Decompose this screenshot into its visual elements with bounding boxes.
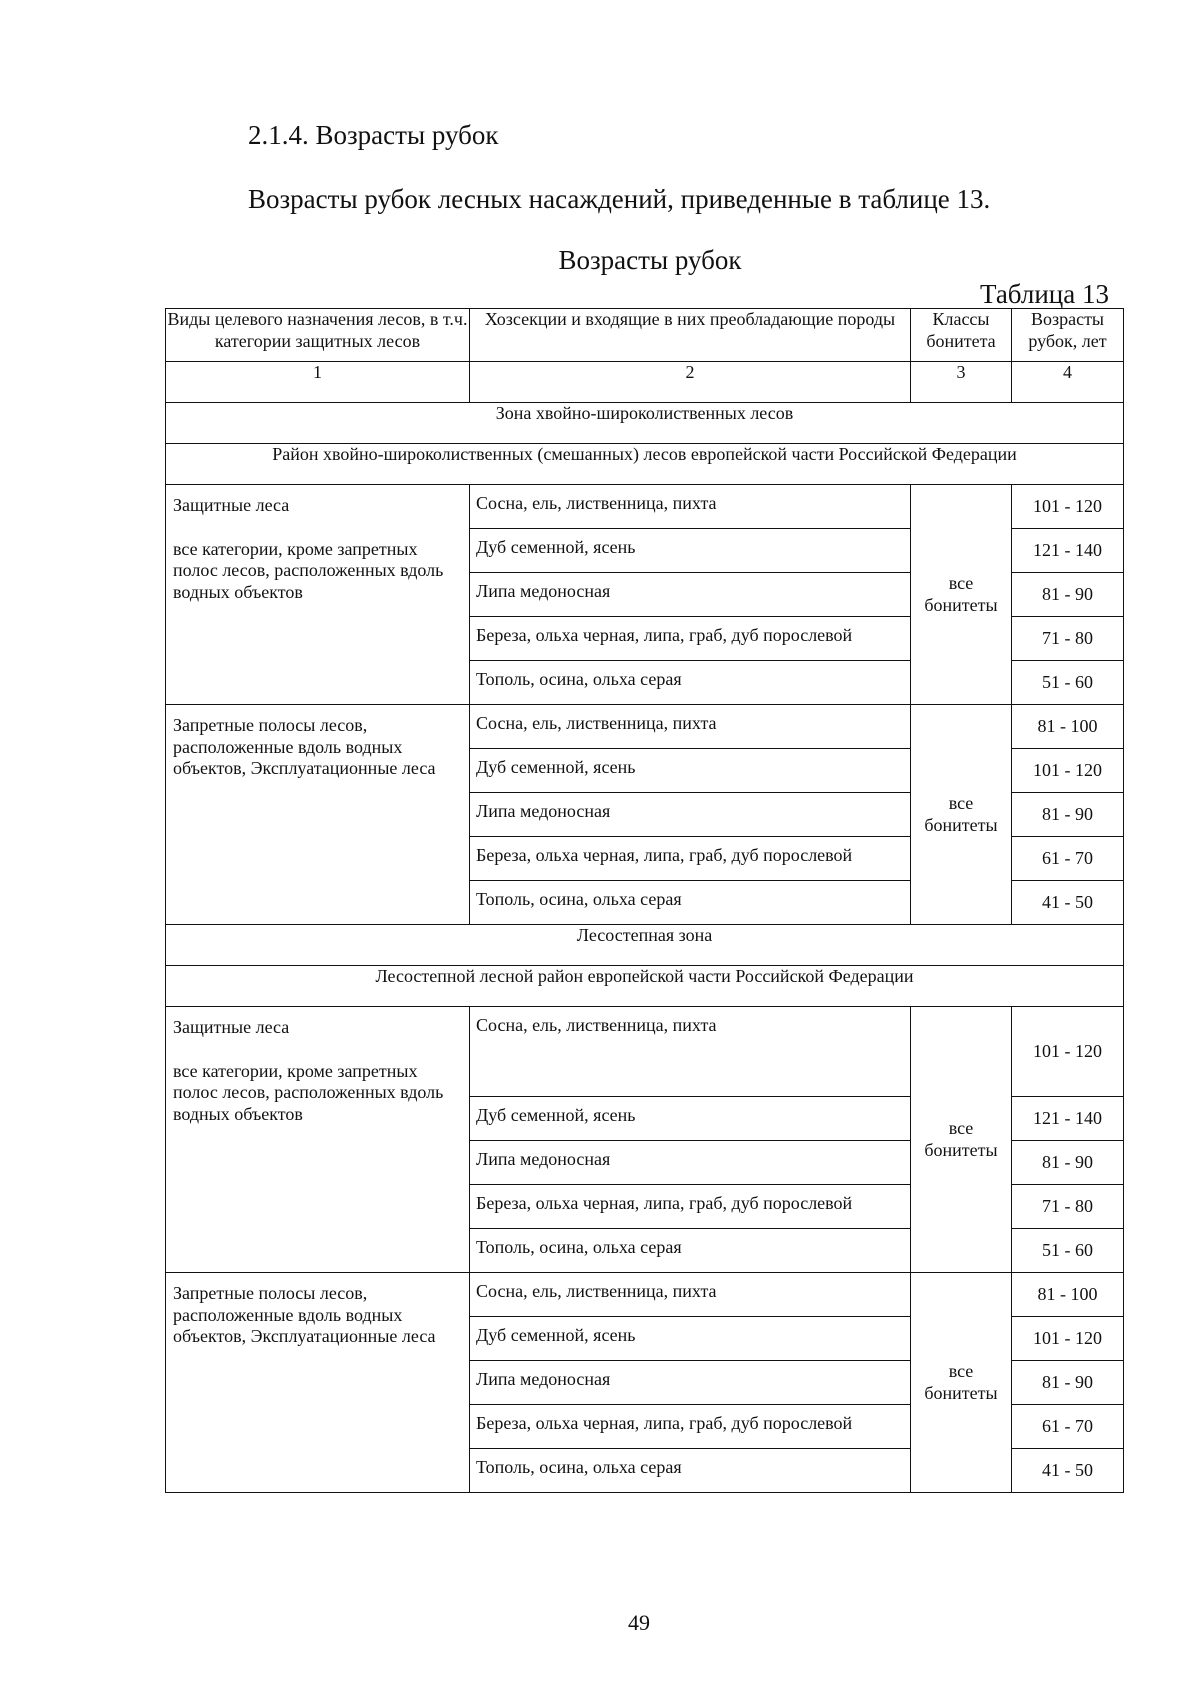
age-cell: 81 - 100 [1012, 1273, 1124, 1317]
spacer [173, 517, 463, 539]
purpose-cell [166, 485, 470, 705]
district-name: Лесостепной лесной район европейской части Российской Федерации [166, 966, 1124, 1007]
age-cell: 51 - 60 [1012, 661, 1124, 705]
table-body [166, 403, 1124, 1493]
age-cell: 101 - 120 [1012, 749, 1124, 793]
bonitet-cell: все бонитеты [911, 1007, 1012, 1273]
species-cell: Дуб семенной, ясень [470, 1097, 911, 1141]
species-cell: Береза, ольха черная, липа, граб, дуб порослевой [470, 1185, 911, 1229]
age-cell: 71 - 80 [1012, 1185, 1124, 1229]
age-cell: 51 - 60 [1012, 1229, 1124, 1273]
species-cell: Тополь, осина, ольха серая [470, 661, 911, 705]
purpose-description: все категории, кроме запретных полос лесов, расположенных вдоль водных объектов [173, 1060, 444, 1124]
species-cell: Дуб семенной, ясень [470, 529, 911, 573]
species-cell: Береза, ольха черная, липа, граб, дуб порослевой [470, 837, 911, 881]
purpose-title: Защитные леса [173, 1017, 290, 1037]
table-row [166, 1007, 1124, 1097]
spacer [173, 1039, 463, 1061]
table-row [166, 705, 1124, 749]
age-cell: 41 - 50 [1012, 881, 1124, 925]
header-species: Хозсекции и входящие в них преобладающие породы [470, 309, 911, 362]
species-cell: Тополь, осина, ольха серая [470, 881, 911, 925]
age-cell: 81 - 90 [1012, 1361, 1124, 1405]
species-cell: Сосна, ель, лиственница, пихта [470, 1007, 911, 1097]
species-cell: Липа медоносная [470, 1361, 911, 1405]
purpose-cell [166, 1007, 470, 1273]
zone-row [166, 403, 1124, 444]
age-cell: 101 - 120 [1012, 1317, 1124, 1361]
column-number: 2 [470, 362, 911, 403]
species-cell: Липа медоносная [470, 1141, 911, 1185]
column-number: 1 [166, 362, 470, 403]
age-cell: 71 - 80 [1012, 617, 1124, 661]
purpose-cell [166, 1273, 470, 1493]
table-label: Таблица 13 [980, 279, 1109, 309]
intro-paragraph: Возрасты рубок лесных насаждений, приведенные в таблице 13. [248, 184, 991, 214]
species-cell: Дуб семенной, ясень [470, 749, 911, 793]
cutting-ages-table [165, 308, 1124, 1493]
species-cell: Береза, ольха черная, липа, граб, дуб порослевой [470, 1405, 911, 1449]
page-number: 49 [628, 1610, 650, 1635]
age-cell: 61 - 70 [1012, 837, 1124, 881]
purpose-title: Запретные полосы лесов, расположенные вдоль водных объектов, Эксплуатационные леса [173, 1283, 436, 1347]
column-number: 3 [911, 362, 1012, 403]
species-cell: Сосна, ель, лиственница, пихта [470, 485, 911, 529]
age-cell: 61 - 70 [1012, 1405, 1124, 1449]
purpose-cell [166, 705, 470, 925]
table-row [166, 485, 1124, 529]
table-row [166, 1273, 1124, 1317]
age-cell: 81 - 100 [1012, 705, 1124, 749]
age-cell: 101 - 120 [1012, 485, 1124, 529]
zone-name: Лесостепная зона [166, 925, 1124, 966]
species-cell: Липа медоносная [470, 793, 911, 837]
table-title: Возрасты рубок [558, 245, 742, 275]
age-cell: 81 - 90 [1012, 793, 1124, 837]
column-number-row [166, 362, 1124, 403]
species-cell: Тополь, осина, ольха серая [470, 1449, 911, 1493]
header-purpose: Виды целевого назначения лесов, в т.ч. категории защитных лесов [166, 309, 470, 362]
header-bonitet: Классы бонитета [911, 309, 1012, 362]
species-cell: Дуб семенной, ясень [470, 1317, 911, 1361]
age-cell: 121 - 140 [1012, 1097, 1124, 1141]
column-number: 4 [1012, 362, 1124, 403]
species-cell: Тополь, осина, ольха серая [470, 1229, 911, 1273]
bonitet-cell: все бонитеты [911, 705, 1012, 925]
bonitet-cell: все бонитеты [911, 1273, 1012, 1493]
bonitet-cell: все бонитеты [911, 485, 1012, 705]
age-cell: 81 - 90 [1012, 1141, 1124, 1185]
header-row [166, 309, 1124, 362]
age-cell: 101 - 120 [1012, 1007, 1124, 1097]
district-row [166, 444, 1124, 485]
zone-name: Зона хвойно-широколиственных лесов [166, 403, 1124, 444]
age-cell: 41 - 50 [1012, 1449, 1124, 1493]
age-cell: 81 - 90 [1012, 573, 1124, 617]
species-cell: Береза, ольха черная, липа, граб, дуб порослевой [470, 617, 911, 661]
district-row [166, 966, 1124, 1007]
age-cell: 121 - 140 [1012, 529, 1124, 573]
species-cell: Сосна, ель, лиственница, пихта [470, 705, 911, 749]
species-cell: Липа медоносная [470, 573, 911, 617]
species-cell: Сосна, ель, лиственница, пихта [470, 1273, 911, 1317]
zone-row [166, 925, 1124, 966]
header-age: Возрасты рубок, лет [1012, 309, 1124, 362]
purpose-description: все категории, кроме запретных полос лесов, расположенных вдоль водных объектов [173, 538, 444, 602]
section-heading: 2.1.4. Возрасты рубок [248, 120, 499, 150]
purpose-title: Защитные леса [173, 495, 290, 515]
district-name: Район хвойно-широколиственных (смешанных) лесов европейской части Российской Федерации [166, 444, 1124, 485]
purpose-title: Запретные полосы лесов, расположенные вдоль водных объектов, Эксплуатационные леса [173, 715, 436, 779]
